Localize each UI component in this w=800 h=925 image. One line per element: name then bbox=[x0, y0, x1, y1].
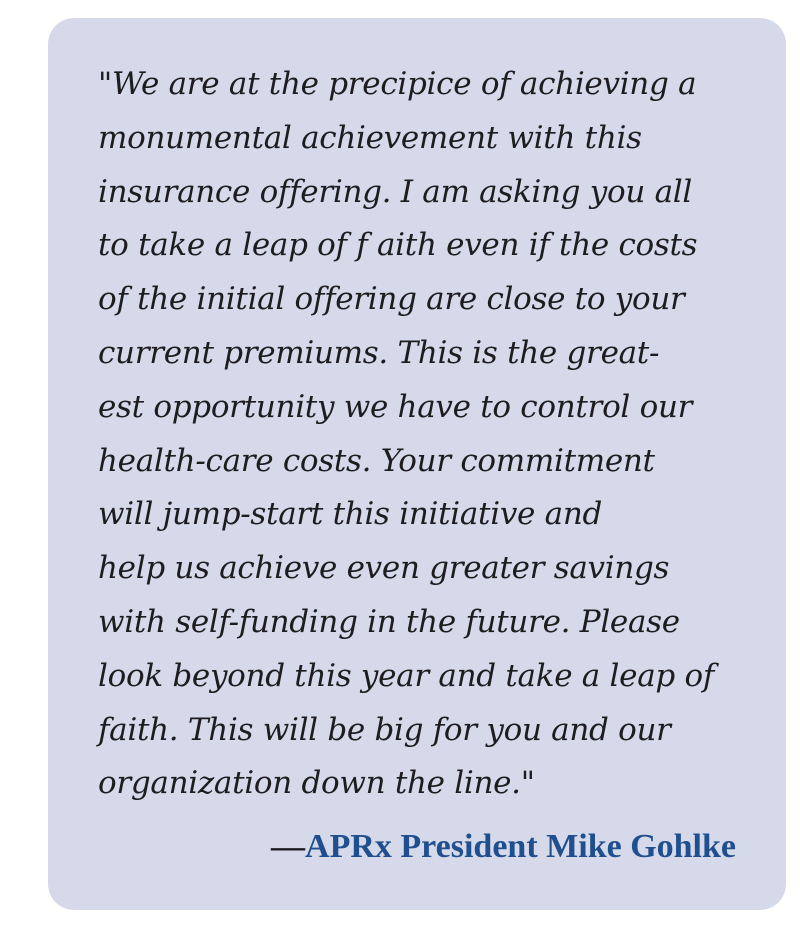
quote-line: health-care costs. Your commitment bbox=[98, 442, 655, 479]
quote-line: faith. This will be big for you and our bbox=[98, 711, 671, 748]
attribution bbox=[271, 828, 736, 866]
quote-line: insurance offering. I am asking you all bbox=[98, 173, 692, 210]
quote-line: organization down the line." bbox=[98, 765, 535, 802]
quote-line: look beyond this year and take a leap of bbox=[98, 657, 715, 694]
quote-text bbox=[98, 58, 778, 811]
attribution-name: APRx President Mike Gohlke bbox=[305, 828, 736, 865]
quote-line: "We are at the precipice of achieving a bbox=[98, 66, 697, 102]
pull-quote-box bbox=[48, 18, 786, 910]
attribution-dash: — bbox=[271, 828, 306, 865]
quote-line: will jump-start this initiative and bbox=[98, 496, 603, 533]
quote-line: est opportunity we have to control our bbox=[98, 388, 693, 425]
quote-line: to take a leap of f aith even if the costs bbox=[98, 227, 698, 264]
quote-line: of the initial offering are close to your bbox=[98, 281, 685, 318]
quote-line: monumental achievement with this bbox=[98, 119, 642, 156]
quote-line: current premiums. This is the great- bbox=[98, 334, 660, 371]
quote-line: help us achieve even greater savings bbox=[98, 550, 670, 587]
quote-line: with self-funding in the future. Please bbox=[98, 603, 680, 640]
